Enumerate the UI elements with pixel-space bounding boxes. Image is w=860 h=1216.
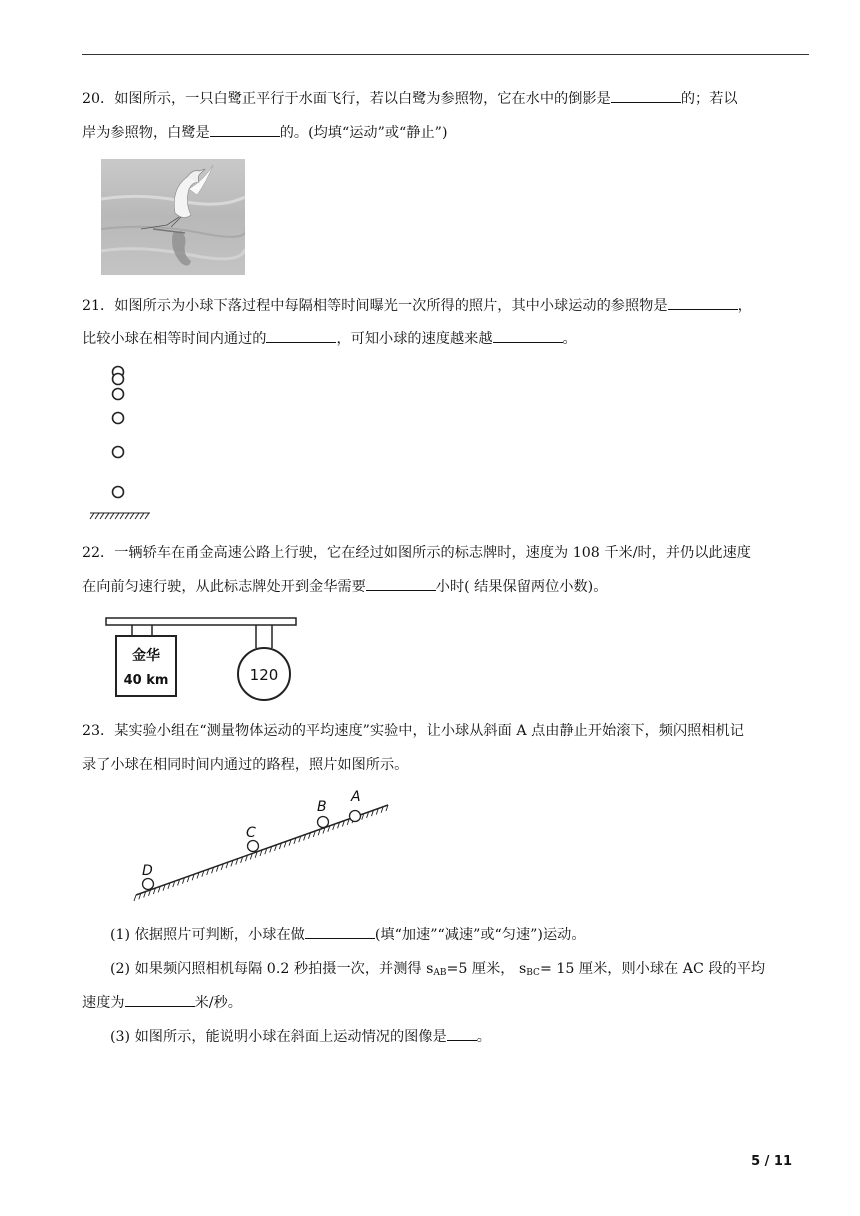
sign-speed: 120 bbox=[249, 666, 279, 684]
road-sign-figure bbox=[104, 614, 300, 706]
ball-a bbox=[350, 811, 361, 822]
egret-photo bbox=[101, 159, 245, 275]
q23-sub2: (2) 如果频闪照相机每隔 0.2 秒拍摄一次，并测得 $s_{AB}=5$ 厘米， $s_{BC}= 15$ 厘米，则小球在 AC 段的平均 bbox=[110, 961, 766, 978]
answer-blank[interactable] bbox=[611, 84, 681, 103]
ball-c bbox=[248, 841, 259, 852]
ball-d bbox=[143, 879, 154, 890]
label-d: D bbox=[142, 863, 153, 879]
ball-position bbox=[113, 487, 124, 498]
ball-position bbox=[113, 413, 124, 424]
answer-blank[interactable] bbox=[493, 324, 563, 343]
q22-line1: 22．一辆轿车在甬金高速公路上行驶，它在经过如图所示的标志牌时，速度为 108 千米/时，并仍以此速度 bbox=[82, 545, 751, 561]
label-a: A bbox=[351, 789, 361, 805]
answer-blank[interactable] bbox=[366, 572, 436, 591]
answer-blank[interactable] bbox=[447, 1022, 477, 1041]
q23-sub2-cont: 速度为 米/秒。 bbox=[82, 986, 809, 1020]
ground-hatch bbox=[90, 513, 150, 519]
incline-hatch bbox=[134, 895, 136, 901]
label-b: B bbox=[317, 799, 327, 815]
answer-blank[interactable] bbox=[305, 920, 375, 939]
answer-blank[interactable] bbox=[210, 118, 280, 137]
answer-blank[interactable] bbox=[668, 291, 738, 310]
q23-sub3: (3) 如图所示，能说明小球在斜面上运动情况的图像是 。 bbox=[110, 1020, 809, 1054]
q23-line1: 23．某实验小组在“测量物体运动的平均速度”实验中，让小球从斜面 A 点由静止开始滚下，频闪照相机记 bbox=[82, 723, 744, 739]
ball-position bbox=[113, 374, 124, 385]
ball-position bbox=[113, 389, 124, 400]
page-number: 5 / 11 bbox=[751, 1154, 792, 1169]
q23-sub1: (1) 依据照片可判断，小球在做 (填“加速”“减速”或“匀速”)运动。 bbox=[110, 918, 809, 952]
header-rule bbox=[82, 54, 809, 55]
answer-blank[interactable] bbox=[266, 324, 336, 343]
q20-line1: 20．如图所示，一只白鹭正平行于水面飞行，若以白鹭为参照物，它在水中的倒影是 的；若以 bbox=[82, 82, 809, 116]
sign-distance: 40 km bbox=[123, 673, 169, 688]
falling-ball-figure bbox=[86, 362, 156, 522]
sign-city: 金华 bbox=[132, 648, 160, 664]
ball-position bbox=[113, 447, 124, 458]
label-c: C bbox=[246, 825, 256, 841]
incline-figure bbox=[126, 785, 396, 905]
ball-b bbox=[318, 817, 329, 828]
q21-line1: 21．如图所示为小球下落过程中每隔相等时间曝光一次所得的照片，其中小球运动的参照物是 ， bbox=[82, 289, 809, 323]
q23-line2: 录了小球在相同时间内通过的路程，照片如图所示。 bbox=[82, 757, 409, 773]
q20-line2: 岸为参照物，白鹭是 的。(均填“运动”或“静止”) bbox=[82, 116, 809, 150]
q21-line2: 比较小球在相等时间内通过的 ，可知小球的速度越来越 。 bbox=[82, 322, 809, 356]
q22-line2: 在向前匀速行驶，从此标志牌处开到金华需要 小时( 结果保留两位小数)。 bbox=[82, 570, 809, 604]
answer-blank[interactable] bbox=[125, 988, 195, 1007]
